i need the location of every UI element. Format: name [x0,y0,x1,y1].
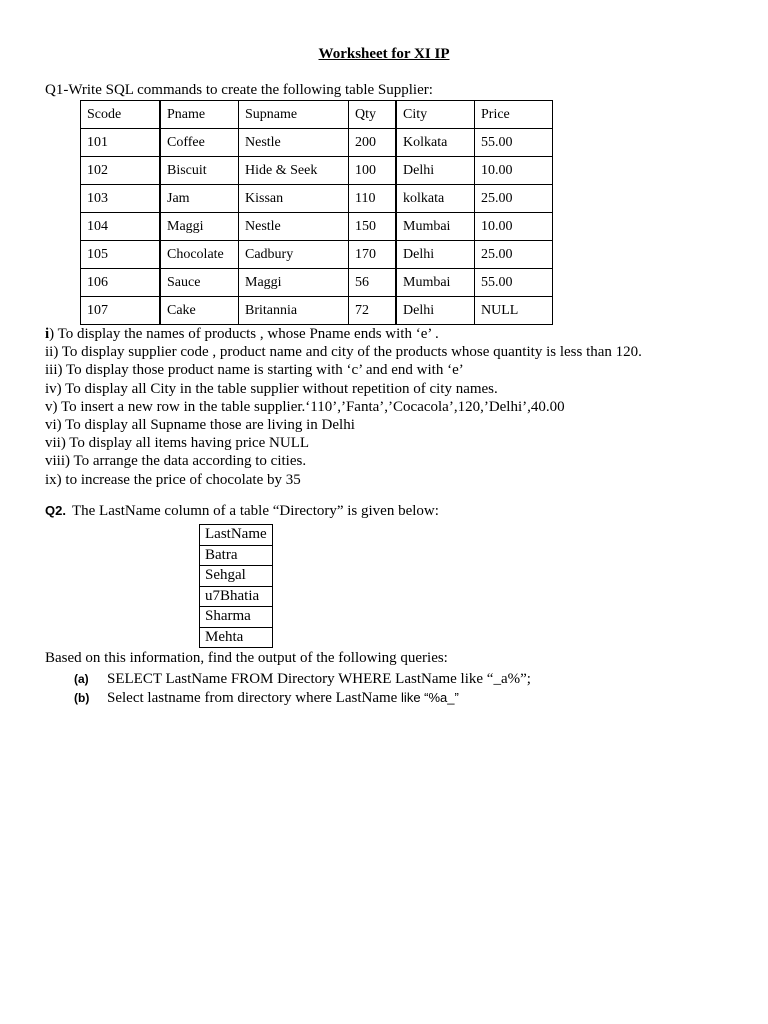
supplier-cell-pname: Maggi [160,213,239,241]
supplier-row [81,241,553,269]
directory-row [200,566,273,587]
directory-header-row [200,525,273,546]
supplier-row [81,129,553,157]
supplier-cell-scode: 104 [81,213,161,241]
query-a-text: SELECT LastName FROM Directory WHERE LastName like “_a%”; [107,671,531,687]
q1-item-i-number: i [45,326,50,342]
supplier-cell-price: 25.00 [475,185,553,213]
query-b-text-prefix: Select lastname from directory where LastName [107,690,402,706]
supplier-cell-city: Mumbai [396,269,475,297]
supplier-cell-qty: 150 [349,213,397,241]
query-b-label: (b) [74,691,90,705]
supplier-cell-price: 25.00 [475,241,553,269]
supplier-cell-scode: 106 [81,269,161,297]
supplier-cell-pname: Chocolate [160,241,239,269]
directory-cell-lastname: Sharma [200,607,273,628]
supplier-table [80,100,553,325]
supplier-header-scode: Scode [81,101,161,129]
q1-item-i [45,325,642,343]
supplier-cell-price: 10.00 [475,213,553,241]
directory-cell-lastname: Sehgal [200,566,273,587]
supplier-cell-city: Delhi [396,157,475,185]
supplier-cell-price: NULL [475,297,553,325]
supplier-row [81,269,553,297]
directory-row [200,627,273,648]
supplier-cell-supname: Nestle [239,213,349,241]
q2-heading [45,503,439,520]
q1-item-iii: iii) To display those product name is starting with ‘c’ and end with ‘e’ [45,362,464,379]
query-a-label: (a) [74,672,89,686]
supplier-cell-qty: 170 [349,241,397,269]
directory-cell-lastname: Mehta [200,627,273,648]
query-b [74,690,459,707]
supplier-cell-pname: Biscuit [160,157,239,185]
query-b-text-suffix: like “%a_” [401,690,459,705]
supplier-cell-scode: 103 [81,185,161,213]
supplier-row [81,157,553,185]
directory-header-cell: LastName [200,525,273,546]
supplier-cell-qty: 72 [349,297,397,325]
q1-item-ix: ix) to increase the price of chocolate by 35 [45,471,301,488]
supplier-cell-pname: Sauce [160,269,239,297]
worksheet-title: Worksheet for XI IP [318,46,450,62]
supplier-cell-scode: 107 [81,297,161,325]
q1-item-ii: ii) To display supplier code , product name and city of the products whose quantity is less than 120. [45,344,642,361]
supplier-header-qty: Qty [349,101,397,129]
supplier-cell-qty: 100 [349,157,397,185]
supplier-cell-supname: Kissan [239,185,349,213]
q1-item-vi: vi) To display all Supname those are living in Delhi [45,417,355,434]
q1-item-viii: viii) To arrange the data according to cities. [45,453,307,470]
supplier-cell-city: Mumbai [396,213,475,241]
supplier-cell-qty: 200 [349,129,397,157]
supplier-cell-qty: 110 [349,185,397,213]
supplier-cell-price: 55.00 [475,269,553,297]
supplier-cell-scode: 101 [81,129,161,157]
directory-cell-lastname: Batra [200,545,273,566]
supplier-cell-price: 55.00 [475,129,553,157]
q1-item-vii: vii) To display all items having price NULL [45,435,310,452]
directory-row [200,545,273,566]
supplier-cell-city: Delhi [396,297,475,325]
q2-instructions: Based on this information, find the output of the following queries: [45,650,448,666]
supplier-cell-scode: 105 [81,241,161,269]
supplier-cell-city: Delhi [396,241,475,269]
supplier-header-price: Price [475,101,553,129]
q1-heading: Q1-Write SQL commands to create the following table Supplier: [45,82,433,98]
q2-label: Q2. [45,503,66,518]
supplier-row [81,297,553,325]
supplier-cell-scode: 102 [81,157,161,185]
supplier-cell-pname: Coffee [160,129,239,157]
supplier-cell-supname: Hide & Seek [239,157,349,185]
supplier-cell-qty: 56 [349,269,397,297]
q1-item-i-text: ) To display the names of products , whose Pname ends with ‘e’ . [49,326,439,342]
supplier-cell-supname: Nestle [239,129,349,157]
q2-heading-text: The LastName column of a table “Directory” is given below: [71,503,439,519]
supplier-cell-pname: Jam [160,185,239,213]
supplier-cell-price: 10.00 [475,157,553,185]
supplier-cell-supname: Maggi [239,269,349,297]
supplier-header-supname: Supname [239,101,349,129]
directory-row [200,607,273,628]
supplier-header-city: City [396,101,475,129]
supplier-cell-city: kolkata [396,185,475,213]
q1-question-list [45,325,642,489]
directory-table [199,524,273,648]
supplier-cell-city: Kolkata [396,129,475,157]
supplier-header-pname: Pname [160,101,239,129]
supplier-cell-supname: Cadbury [239,241,349,269]
supplier-cell-pname: Cake [160,297,239,325]
query-a [74,671,531,688]
supplier-row [81,185,553,213]
q1-item-iv: iv) To display all City in the table supplier without repetition of city names. [45,380,498,397]
directory-row [200,586,273,607]
directory-cell-lastname: u7Bhatia [200,586,273,607]
supplier-header-row [81,101,553,129]
supplier-cell-supname: Britannia [239,297,349,325]
supplier-row [81,213,553,241]
q1-item-v: v) To insert a new row in the table supplier.‘110’,’Fanta’,’Cocacola’,120,’Delhi’,40.00 [45,398,565,415]
